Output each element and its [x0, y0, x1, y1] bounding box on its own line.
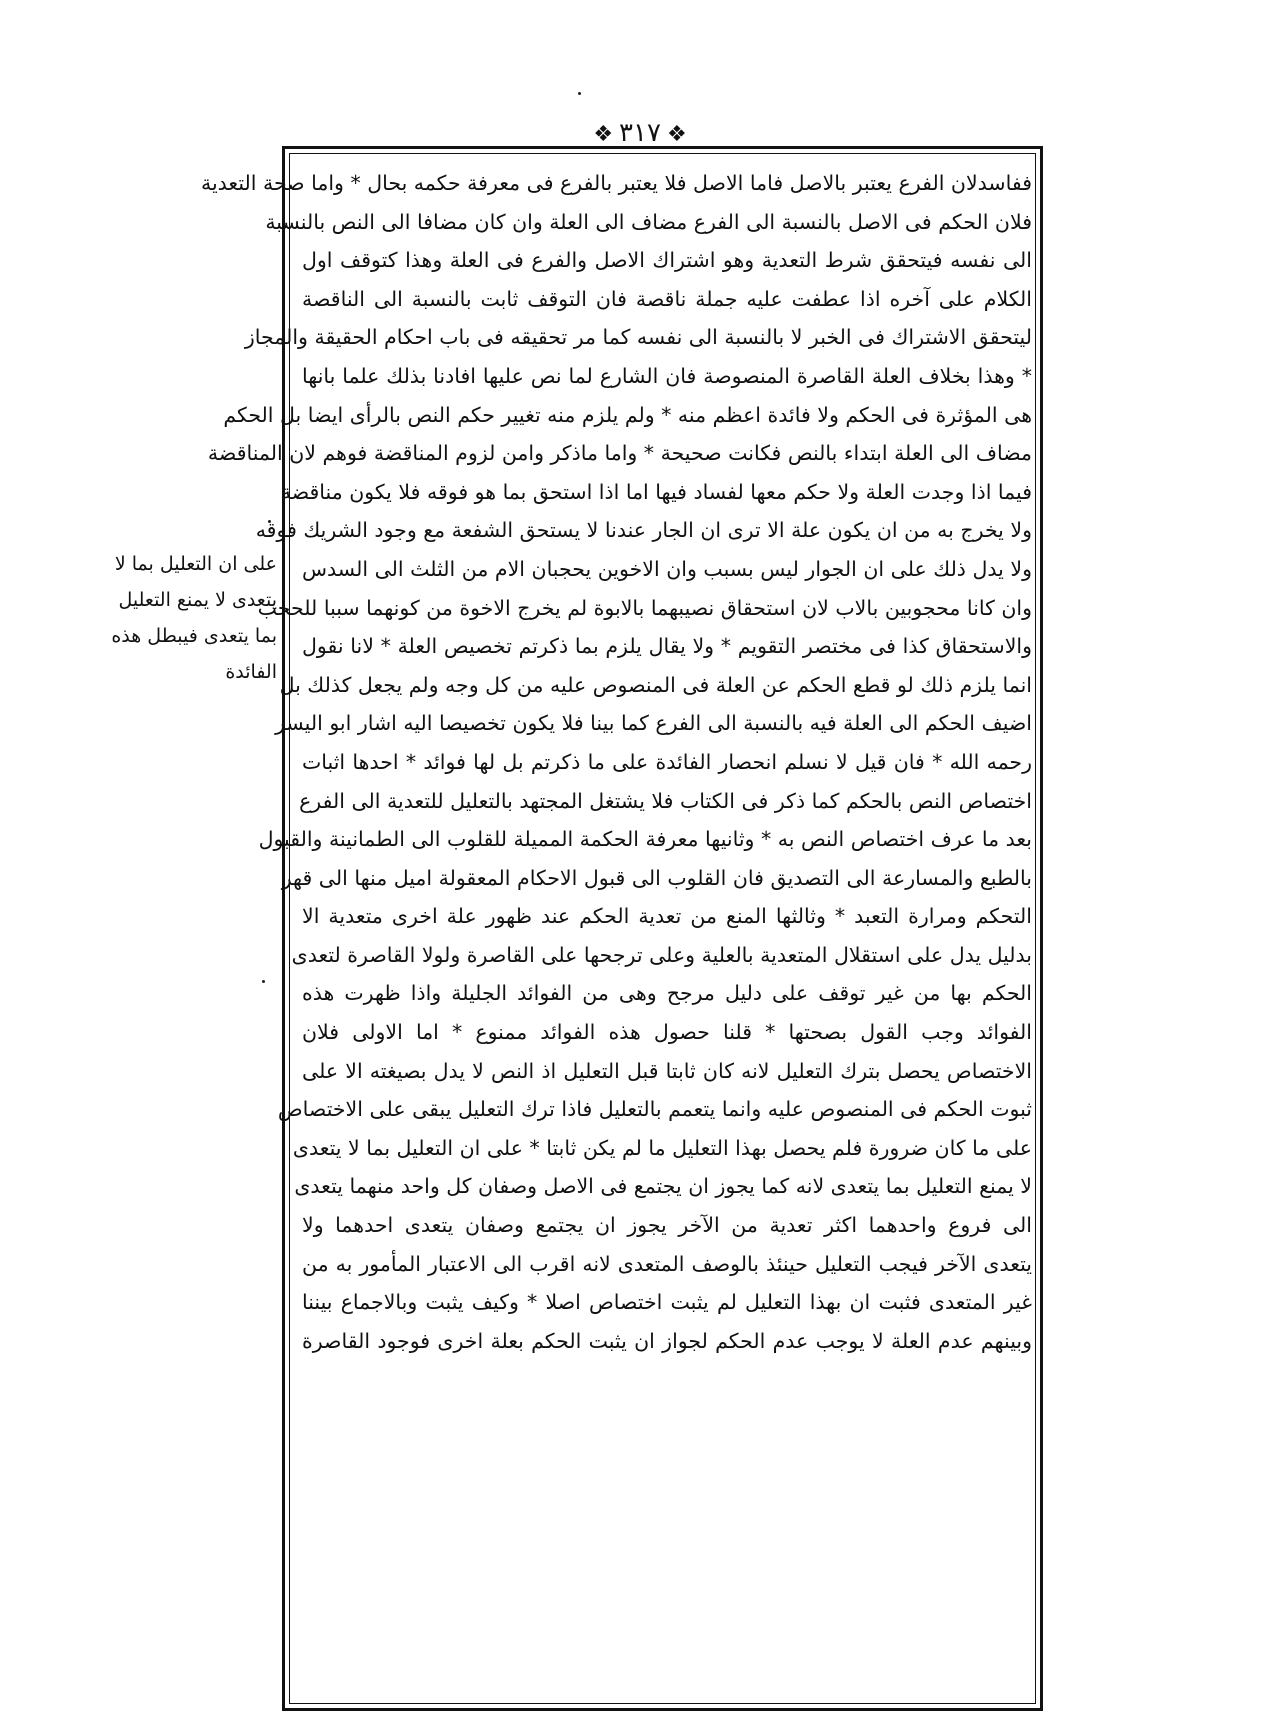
text-line: الاختصاص يحصل بترك التعليل لانه كان ثابتا قبل التعليل اذ النص لا يدل بصيغته الا على [302, 1058, 1032, 1083]
text-line: ثبوت الحكم فى المنصوص عليه وانما يتعمم بالتعليل فاذا ترك التعليل يبقى على الاختصاص [277, 1097, 1032, 1122]
ink-speck [262, 980, 265, 983]
text-line: ولا يدل ذلك على ان الجوار ليس بسبب وان الاخوين يحجبان الام من الثلث الى السدس [302, 556, 1032, 581]
text-line: ولا يخرج به من ان يكون علة الا ترى ان الجار عندنا لا يستحق الشفعة مع وجود الشريك فوقه [255, 518, 1032, 543]
text-line: الى نفسه فيتحقق شرط التعدية وهو اشتراك الاصل والفرع فى العلة وهذا كتوقف اول [302, 248, 1032, 273]
margin-note-line: بما يتعدى فيبطل هذه [111, 625, 277, 647]
text-line: الحكم بها من غير توقف على دليل مرجح وهى من الفوائد الجليلة واذا ظهرت هذه [302, 981, 1032, 1006]
text-line: رحمه الله * فان قيل لا نسلم انحصار الفائدة على ما ذكرتم بل لها فوائد * احدها اثبات [302, 749, 1032, 774]
ornament-icon: ❖ [666, 122, 687, 147]
main-text-block [200, 164, 1032, 1360]
text-line: يتعدى الآخر فيجب التعليل حينئذ بالوصف المتعدى لانه اقرب الى الاعتبار المأمور به من [302, 1251, 1032, 1276]
text-line: بالطبع والمسارعة الى التصديق فان القلوب الى قبول الاحكام المعقولة اميل منها الى قهر [281, 865, 1032, 890]
text-line: والاستحقاق كذا فى مختصر التقويم * ولا يقال يلزم بما ذكرتم تخصيص العلة * لانا نقول [302, 634, 1032, 659]
margin-note-line: الفائدة [225, 661, 277, 683]
ink-speck [578, 92, 581, 95]
text-line: بعد ما عرف اختصاص النص به * وثانيها معرفة الحكمة المميلة للقلوب الى الطمانينة والقبول [258, 827, 1032, 852]
text-line: اختصاص النص بالحكم كما ذكر فى الكتاب فلا يشتغل المجتهد بالتعليل للتعدية الى الفرع [299, 788, 1032, 813]
text-line: مضاف الى العلة ابتداء بالنص فكانت صحيحة * واما ماذكر وامن لزوم المناقضة فوهم لان المناقضة [207, 441, 1032, 466]
text-line: الى فروع واحدهما اكثر تعدية من الآخر يجوز ان يجتمع وصفان يتعدى احدهما ولا [302, 1213, 1032, 1238]
text-line: فلان الحكم فى الاصل بالنسبة الى الفرع مضاف الى العلة وان كان مضافا الى النص بالنسبة [265, 209, 1032, 234]
text-line: وان كانا محجوبين بالاب لان استحقاق نصيبهما بالابوة لم يخرج الاخوة من كونهما سببا للحجب [257, 595, 1032, 620]
text-line: ليتحقق الاشتراك فى الخبر لا بالنسبة الى نفسه كما مر تحقيقه فى باب احكام الحقيقة والمجاز [244, 325, 1032, 350]
margin-note [111, 546, 277, 690]
text-line: فيما اذا وجدت العلة ولا حكم معها لفساد فيها اما اذا استحق بما هو فوقه فلا يكون مناقضة [280, 479, 1032, 504]
text-line: ففاسدلان الفرع يعتبر بالاصل فاما الاصل فلا يعتبر بالفرع فى معرفة حكمه بحال * واما صحة التعدية [200, 171, 1032, 195]
page-number-text: ٣١٧ [619, 118, 661, 148]
text-line: لا يمنع التعليل بما يتعدى لانه كما يجوز ان يجتمع فى الاصل وصفان كل واحد منهما يتعدى [294, 1174, 1032, 1199]
page-number [0, 118, 1280, 148]
text-line: وبينهم عدم العلة لا يوجب عدم الحكم لجواز ان يثبت الحكم بعلة اخرى فوجود القاصرة [302, 1328, 1032, 1353]
text-line: هى المؤثرة فى الحكم ولا فائدة اعظم منه * ولم يلزم منه تغيير حكم النص بالرأى ايضا بل الحكم [223, 402, 1032, 427]
text-line: على ما كان ضرورة فلم يحصل بهذا التعليل ما لم يكن ثابتا * على ان التعليل بما لا يتعدى [292, 1135, 1032, 1160]
ornament-icon: ❖ [593, 122, 614, 147]
margin-note-line: يتعدى لا يمنع التعليل [118, 589, 277, 611]
text-line: غير المتعدى فثبت ان بهذا التعليل لم يثبت اختصاص اصلا * وكيف يثبت وبالاجماع بيننا [302, 1290, 1032, 1315]
text-line: الفوائد وجب القول بصحتها * قلنا حصول هذه الفوائد ممنوع * اما الاولى فلان [302, 1020, 1032, 1045]
text-line: التحكم ومرارة التعبد * وثالثها المنع من تعدية الحكم عند ظهور علة اخرى متعدية الا [302, 904, 1032, 929]
text-line: انما يلزم ذلك لو قطع الحكم عن العلة فى المنصوص عليه من كل وجه ولم يجعل كذلك بل [279, 672, 1032, 697]
text-line: الكلام على آخره اذا عطفت عليه جملة ناقصة فان التوقف ثابت بالنسبة الى الناقصة [302, 286, 1032, 311]
text-line: * وهذا بخلاف العلة القاصرة المنصوصة فان الشارع لما نص عليها افادنا بذلك علما بانها [302, 363, 1032, 388]
text-line: بدليل يدل على استقلال المتعدية بالعلية وعلى ترجحها على القاصرة ولولا القاصرة لتعدى [291, 942, 1032, 967]
text-line: اضيف الحكم الى العلة فيه بالنسبة الى الفرع كما بينا فلا يكون تخصيصا اليه اشار ابو اليسر [275, 711, 1032, 736]
margin-note-line: على ان التعليل بما لا [114, 553, 277, 575]
